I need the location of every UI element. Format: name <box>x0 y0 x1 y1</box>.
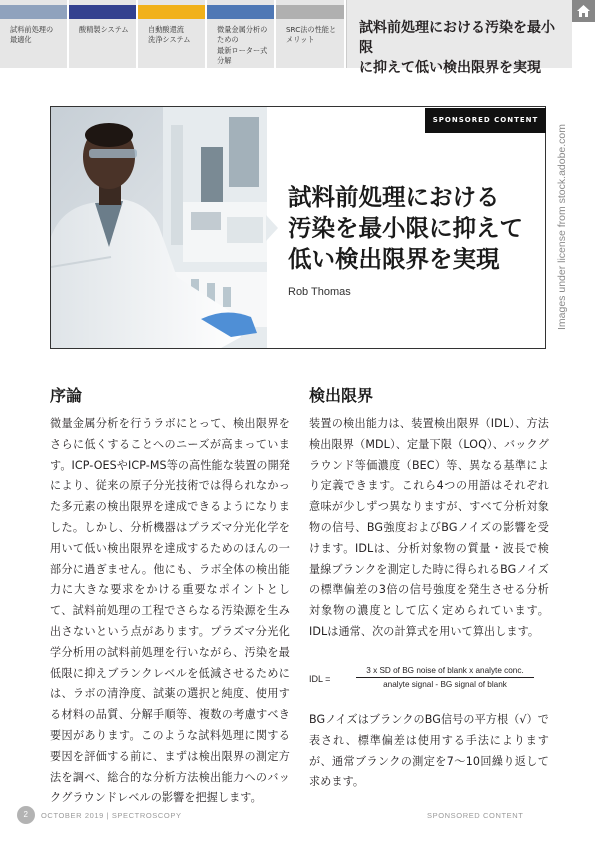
detection-limit-paragraph: 装置の検出能力は、装置検出限界（IDL）、方法検出限界（MDL）、定量下限（LOQ）、バックグラウンド等価濃度（BEC）等、異なる基準により定義できます。これら4つの用語はそれぞれ意味が少しずつ異なりますが、すべて分析対象物の信号、BG強度およびBGノイズの影響を受けます。IDLは、分析対象物の質量・波長で検量線ブランクを測定した時に得られるBGノイズの標準偏差の3倍の信号強度を発生させる分析対象物の濃度として広く定められています。IDLは通常、次の計算式を用いて算出します。 <box>309 417 549 638</box>
article-title: 試料前処理における 汚染を最小限に抑えて 低い検出限界を実現 <box>288 183 523 273</box>
detection-limit-section <box>309 383 549 643</box>
nav-tab-color-bar <box>0 5 67 19</box>
nav-tab-label: 酸精製システム <box>79 25 129 34</box>
idl-formula <box>309 666 549 696</box>
nav-tab-rotor-digestion[interactable] <box>207 0 274 68</box>
nav-tab-label: 試料前処理の 最適化 <box>10 25 54 45</box>
detection-limit-heading: 検出限界 <box>309 386 374 405</box>
hero-pointer-arrow <box>266 215 278 241</box>
top-navigation <box>0 0 595 76</box>
page-number: 2 <box>17 806 35 824</box>
nav-tab-src-method[interactable] <box>276 0 344 68</box>
nav-tab-label: 自動酸還流 洗浄システム <box>148 25 191 45</box>
image-credit: Images under license from stock.adobe.com <box>556 123 568 330</box>
home-button[interactable] <box>572 0 595 22</box>
article-author: Rob Thomas <box>288 286 351 298</box>
nav-tab-label: 微量金属分析の ための 最新ローター式 分解 <box>217 25 268 66</box>
nav-tab-sample-prep[interactable] <box>0 0 67 68</box>
nav-tab-active-label: 試料前処理における汚染を最小限 に抑えて低い検出限界を実現 <box>359 20 555 76</box>
nav-tab-acid-purification[interactable] <box>69 0 136 68</box>
intro-heading: 序論 <box>50 386 83 405</box>
footer-issue: OCTOBER 2019 | SPECTROSCOPY <box>41 811 182 820</box>
nav-tab-color-bar <box>207 5 274 19</box>
intro-section <box>50 383 290 809</box>
footer-sponsored: SPONSORED CONTENT <box>427 811 524 820</box>
intro-paragraph: 微量金属分析を行うラボにとって、検出限界をさらに低くすることへのニーズが高まっています。ICP-OESやICP-MS等の高性能な装置の開発により、従来の原子分光技術では得られなかった多元素の検出限界を達成できるようになりました。しかし、分析機器はプラズマ分光化学を用いて低い検出限界を達成するためのほんの一部分に過ぎません。他にも、ラボ全体の検出能力に大きな要求をかける重要なポイントとして、試料前処理の工程でさらなる汚染源を生み出さないという点があります。プラズマ分光化学分析用の試料前処理を行いながら、汚染を最低限に抑えブランクレベルを低減させるためには、ラボの清浄度、試薬の選択と純度、使用する材料の品質、分解手順等、複数の考慮すべき要因があります。このような試料処理に関する要因を評価する前に、まずは検出限界の測定方法を調べ、総合的な分析方法検出能力へのバックグラウンドレベルの影響を把握します。 <box>50 417 290 805</box>
nav-tab-color-bar <box>69 5 136 19</box>
home-icon <box>577 5 590 17</box>
formula-numerator: 3 x SD of BG noise of blank x analyte conc. <box>356 666 534 678</box>
bg-noise-paragraph: BGノイズはブランクのBG信号の平方根（√）で表され、標準偏差は使用する手法によりますが、通常ブランクの測定を7～10回繰り返して求めます。 <box>309 713 549 789</box>
sponsored-badge: SPONSORED CONTENT <box>425 108 546 133</box>
nav-tab-acid-reflux[interactable] <box>138 0 205 68</box>
nav-tab-color-bar <box>138 5 205 19</box>
formula-denominator: analyte signal - BG signal of blank <box>383 680 507 689</box>
nav-tab-color-bar <box>276 5 344 19</box>
nav-tab-current-article[interactable] <box>346 0 572 76</box>
formula-lhs: IDL = <box>309 674 331 684</box>
nav-tab-label: SRC法の性能と メリット <box>286 25 337 45</box>
hero-photo <box>51 107 267 348</box>
page-footer <box>17 806 577 824</box>
